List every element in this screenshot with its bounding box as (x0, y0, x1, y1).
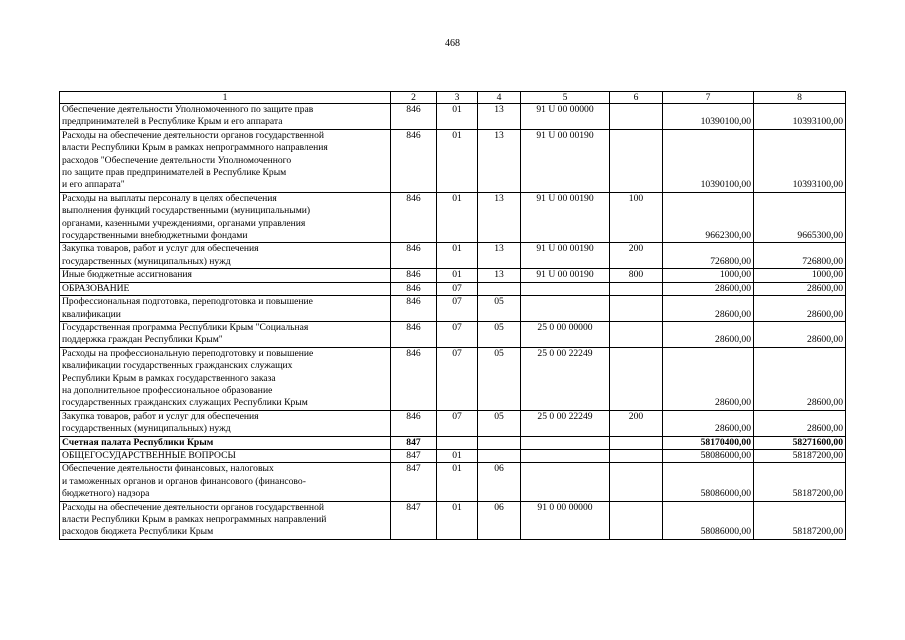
section-cell: 01 (437, 243, 478, 269)
table-row (60, 269, 846, 282)
admin-code-cell: 847 (391, 436, 437, 449)
table-header-row (60, 92, 846, 104)
admin-code-cell: 847 (391, 501, 437, 539)
amount-year1-cell: 58086000,00 (663, 449, 754, 462)
target-article-cell: 25 0 00 22249 (521, 410, 610, 436)
expense-type-cell (610, 449, 663, 462)
subsection-cell: 05 (478, 296, 521, 322)
section-cell: 01 (437, 192, 478, 243)
admin-code-cell: 847 (391, 449, 437, 462)
amount-year1-cell: 58086000,00 (663, 463, 754, 501)
section-cell: 01 (437, 449, 478, 462)
item-name-cell: Расходы на профессиональную переподготовку и повышение квалификации государственных гражданских служащих Республики Крым в рамках государственного заказа на дополнительное профессиональное образование государственных гражданских служащих Республики Крым (60, 347, 391, 410)
table-row (60, 449, 846, 462)
subsection-cell: 05 (478, 410, 521, 436)
expense-type-cell: 800 (610, 269, 663, 282)
amount-year2-cell: 10393100,00 (754, 129, 846, 192)
target-article-cell: 25 0 00 22249 (521, 347, 610, 410)
item-name-cell: Обеспечение деятельности Уполномоченного по защите прав предпринимателей в Республике Крым и его аппарата (60, 104, 391, 130)
expense-type-cell: 100 (610, 192, 663, 243)
table-row (60, 192, 846, 243)
expense-type-cell (610, 436, 663, 449)
amount-year2-cell: 28600,00 (754, 321, 846, 347)
subsection-cell: 13 (478, 243, 521, 269)
amount-year1-cell: 28600,00 (663, 347, 754, 410)
table-row (60, 501, 846, 539)
expense-type-cell (610, 282, 663, 295)
amount-year1-cell: 10390100,00 (663, 104, 754, 130)
item-name-cell: Расходы на выплаты персоналу в целях обеспечения выполнения функций государственными (муниципальными) органами, казенными учреждениями, органами управления государственными внебюджетными фондами (60, 192, 391, 243)
admin-code-cell: 846 (391, 192, 437, 243)
target-article-cell (521, 449, 610, 462)
item-name-cell: Расходы на обеспечение деятельности органов государственной власти Республики Крым в рамках непрограммных направлений расходов бюджета Республики Крым (60, 501, 391, 539)
amount-year1-cell: 1000,00 (663, 269, 754, 282)
amount-year2-cell: 58187200,00 (754, 449, 846, 462)
admin-code-cell: 846 (391, 129, 437, 192)
target-article-cell: 91 U 00 00190 (521, 129, 610, 192)
amount-year2-cell: 58187200,00 (754, 463, 846, 501)
table-row (60, 463, 846, 501)
target-article-cell: 91 U 00 00190 (521, 269, 610, 282)
expense-type-cell (610, 347, 663, 410)
table-row (60, 296, 846, 322)
subsection-cell: 06 (478, 501, 521, 539)
subsection-cell: 13 (478, 129, 521, 192)
section-cell: 01 (437, 269, 478, 282)
header-cell: 5 (521, 92, 610, 104)
item-name-cell: Расходы на обеспечение деятельности органов государственной власти Республики Крым в рамках непрограммного направления расходов "Обеспечение деятельности Уполномоченного по защите прав предпринимателей в Республике Крым и его аппарата" (60, 129, 391, 192)
target-article-cell (521, 296, 610, 322)
item-name-cell: ОБЩЕГОСУДАРСТВЕННЫЕ ВОПРОСЫ (60, 449, 391, 462)
target-article-cell (521, 463, 610, 501)
amount-year1-cell: 28600,00 (663, 282, 754, 295)
admin-code-cell: 846 (391, 347, 437, 410)
admin-code-cell: 847 (391, 463, 437, 501)
target-article-cell: 91 U 00 00190 (521, 192, 610, 243)
amount-year1-cell: 9662300,00 (663, 192, 754, 243)
header-cell: 7 (663, 92, 754, 104)
target-article-cell: 25 0 00 00000 (521, 321, 610, 347)
table-row (60, 321, 846, 347)
admin-code-cell: 846 (391, 321, 437, 347)
expense-type-cell (610, 104, 663, 130)
subsection-cell (478, 449, 521, 462)
header-cell: 2 (391, 92, 437, 104)
amount-year2-cell: 58187200,00 (754, 501, 846, 539)
admin-code-cell: 846 (391, 410, 437, 436)
admin-code-cell: 846 (391, 269, 437, 282)
amount-year2-cell: 726800,00 (754, 243, 846, 269)
table-row (60, 436, 846, 449)
section-cell: 07 (437, 410, 478, 436)
header-cell: 4 (478, 92, 521, 104)
expense-type-cell: 200 (610, 410, 663, 436)
section-cell: 01 (437, 104, 478, 130)
item-name-cell: Профессиональная подготовка, переподготовка и повышение квалификации (60, 296, 391, 322)
item-name-cell: ОБРАЗОВАНИЕ (60, 282, 391, 295)
subsection-cell: 13 (478, 269, 521, 282)
amount-year2-cell: 9665300,00 (754, 192, 846, 243)
expense-type-cell: 200 (610, 243, 663, 269)
header-cell: 6 (610, 92, 663, 104)
subsection-cell: 05 (478, 321, 521, 347)
amount-year1-cell: 28600,00 (663, 321, 754, 347)
budget-table (59, 91, 846, 540)
target-article-cell: 91 U 00 00190 (521, 243, 610, 269)
section-cell: 01 (437, 463, 478, 501)
expense-type-cell (610, 129, 663, 192)
item-name-cell: Государственная программа Республики Крым "Социальная поддержка граждан Республики Крым" (60, 321, 391, 347)
table-row (60, 104, 846, 130)
section-cell: 01 (437, 501, 478, 539)
section-cell: 07 (437, 347, 478, 410)
admin-code-cell: 846 (391, 104, 437, 130)
amount-year1-cell: 726800,00 (663, 243, 754, 269)
page-number: 468 (445, 38, 460, 49)
target-article-cell: 91 U 00 00000 (521, 104, 610, 130)
expense-type-cell (610, 463, 663, 501)
table-row (60, 243, 846, 269)
target-article-cell (521, 436, 610, 449)
amount-year2-cell: 28600,00 (754, 410, 846, 436)
amount-year2-cell: 28600,00 (754, 296, 846, 322)
amount-year2-cell: 28600,00 (754, 282, 846, 295)
section-cell (437, 436, 478, 449)
subsection-cell: 13 (478, 192, 521, 243)
amount-year1-cell: 10390100,00 (663, 129, 754, 192)
amount-year1-cell: 28600,00 (663, 410, 754, 436)
section-cell: 01 (437, 129, 478, 192)
admin-code-cell: 846 (391, 243, 437, 269)
expense-type-cell (610, 296, 663, 322)
amount-year2-cell: 10393100,00 (754, 104, 846, 130)
subsection-cell (478, 436, 521, 449)
table-row (60, 282, 846, 295)
subsection-cell (478, 282, 521, 295)
table-row (60, 347, 846, 410)
amount-year1-cell: 28600,00 (663, 296, 754, 322)
item-name-cell: Счетная палата Республики Крым (60, 436, 391, 449)
amount-year1-cell: 58170400,00 (663, 436, 754, 449)
amount-year2-cell: 1000,00 (754, 269, 846, 282)
item-name-cell: Закупка товаров, работ и услуг для обеспечения государственных (муниципальных) нужд (60, 243, 391, 269)
header-cell: 3 (437, 92, 478, 104)
amount-year1-cell: 58086000,00 (663, 501, 754, 539)
header-cell: 8 (754, 92, 846, 104)
section-cell: 07 (437, 321, 478, 347)
amount-year2-cell: 28600,00 (754, 347, 846, 410)
item-name-cell: Иные бюджетные ассигнования (60, 269, 391, 282)
subsection-cell: 05 (478, 347, 521, 410)
section-cell: 07 (437, 296, 478, 322)
expense-type-cell (610, 321, 663, 347)
target-article-cell (521, 282, 610, 295)
header-cell: 1 (60, 92, 391, 104)
table-row (60, 129, 846, 192)
item-name-cell: Обеспечение деятельности финансовых, налоговых и таможенных органов и органов финансового (финансово- бюджетного) надзора (60, 463, 391, 501)
target-article-cell: 91 0 00 00000 (521, 501, 610, 539)
section-cell: 07 (437, 282, 478, 295)
admin-code-cell: 846 (391, 296, 437, 322)
table-row (60, 410, 846, 436)
item-name-cell: Закупка товаров, работ и услуг для обеспечения государственных (муниципальных) нужд (60, 410, 391, 436)
expense-type-cell (610, 501, 663, 539)
subsection-cell: 06 (478, 463, 521, 501)
admin-code-cell: 846 (391, 282, 437, 295)
amount-year2-cell: 58271600,00 (754, 436, 846, 449)
subsection-cell: 13 (478, 104, 521, 130)
